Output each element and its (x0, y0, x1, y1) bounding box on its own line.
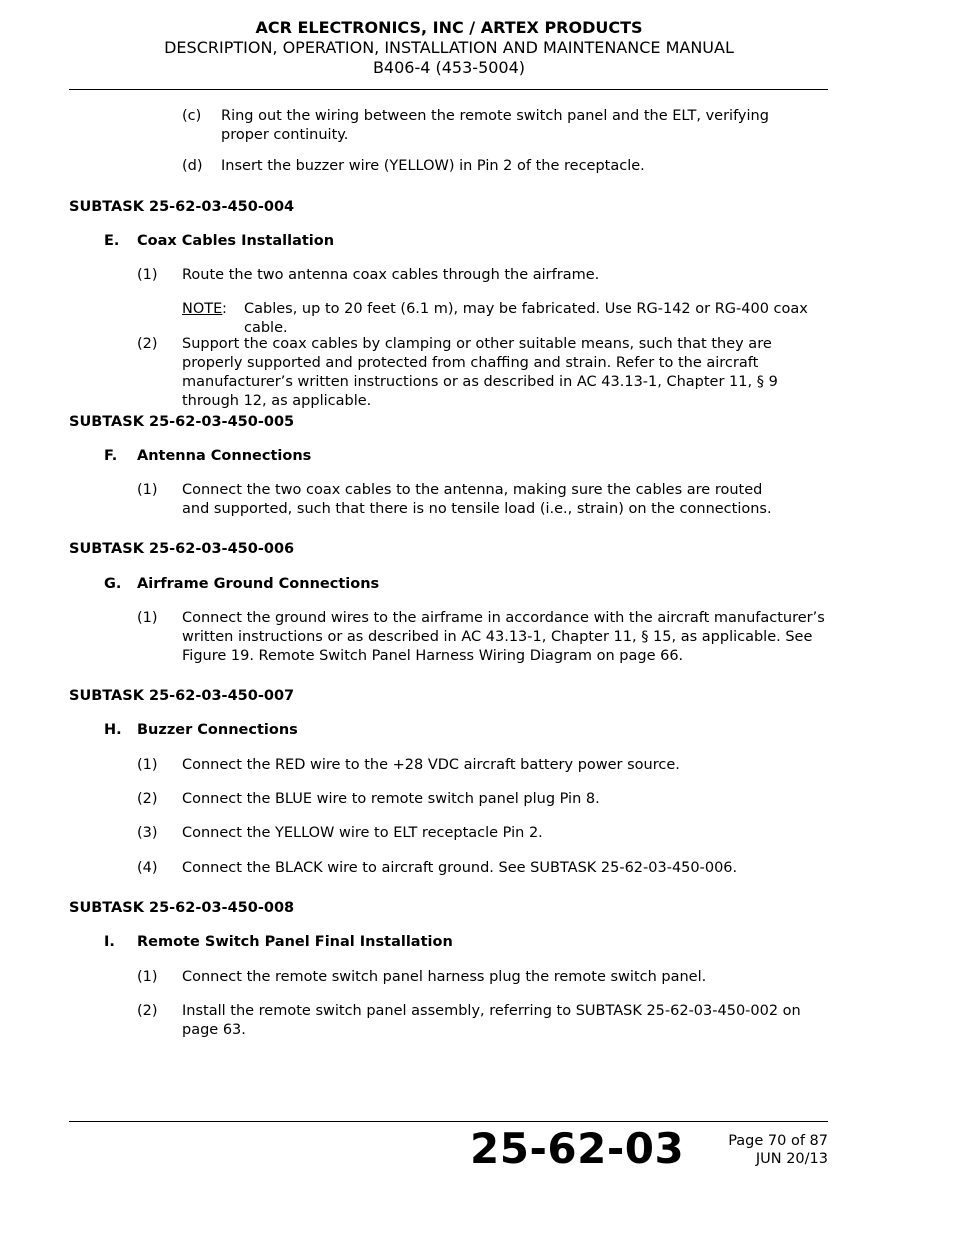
item-text: Connect the BLUE wire to remote switch panel plug Pin 8. (182, 791, 600, 807)
section-title: Coax Cables Installation (137, 233, 335, 249)
item-number: (1) (137, 610, 158, 626)
item-number: (2) (137, 791, 158, 807)
footer-divider (69, 1121, 828, 1122)
item-text: Connect the YELLOW wire to ELT receptacle Pin 2. (182, 825, 543, 841)
item-number: (d) (182, 158, 203, 174)
item-number: (1) (137, 482, 158, 498)
item-text: Connect the two coax cables to the antenna, making sure the cables are routed and supported, such that there is no tensile load (i.e., strain) on the connections. (182, 482, 772, 517)
document-header (0, 18, 898, 78)
section-letter: H. (104, 722, 122, 738)
chapter-code: 25-62-03 (470, 1124, 685, 1173)
item-number: (2) (137, 336, 158, 352)
item-text: Connect the RED wire to the +28 VDC aircraft battery power source. (182, 757, 680, 773)
item-text: Insert the buzzer wire (YELLOW) in Pin 2 of the receptacle. (221, 158, 645, 174)
item-number: (4) (137, 860, 158, 876)
manual-title: DESCRIPTION, OPERATION, INSTALLATION AND MAINTENANCE MANUAL (164, 38, 734, 57)
section-letter: G. (104, 576, 122, 592)
section-heading (104, 576, 379, 592)
section-title: Remote Switch Panel Final Installation (137, 934, 453, 950)
section-title: Airframe Ground Connections (137, 576, 380, 592)
note-label: NOTE (182, 301, 223, 317)
header-divider (69, 89, 828, 90)
item-text: Ring out the wiring between the remote switch panel and the ELT, verifying proper continuity. (221, 108, 769, 143)
section-letter: I. (104, 934, 115, 950)
subtask-heading: SUBTASK 25-62-03-450-006 (69, 541, 295, 557)
note-text: Cables, up to 20 feet (6.1 m), may be fabricated. Use RG-142 or RG-400 coax cable. (244, 301, 808, 336)
subtask-heading: SUBTASK 25-62-03-450-007 (69, 688, 295, 704)
section-title: Buzzer Connections (137, 722, 298, 738)
model-number: B406-4 (453-5004) (372, 58, 526, 77)
revision-date: JUN 20/13 (755, 1151, 828, 1167)
section-title: Antenna Connections (137, 448, 312, 464)
item-number: (1) (137, 757, 158, 773)
item-text: Connect the ground wires to the airframe in accordance with the aircraft manufacturer’s written instructions or as described in AC 43.13-1, Chapter 11, § 15, as applicable. See Figure 19. Remote Switch Panel Harness Wiring Diagram on page 66. (182, 610, 825, 664)
item-number: (c) (182, 108, 202, 124)
item-number: (1) (137, 969, 158, 985)
page-number: Page 70 of 87 (728, 1133, 828, 1149)
section-heading (104, 448, 311, 464)
item-text: Route the two antenna coax cables through the airframe. (182, 267, 600, 283)
section-heading (104, 934, 453, 950)
item-text: Install the remote switch panel assembly, referring to SUBTASK 25-62-03-450-002 on page 63. (182, 1003, 801, 1038)
section-letter: F. (104, 448, 118, 464)
item-text: Support the coax cables by clamping or other suitable means, such that they are properly supported and protected from chaffing and strain. Refer to the aircraft manufacturer’s written instructions or as described in AC 43.13-1, Chapter 11, § 9 through 12, as applicable. (182, 336, 778, 409)
subtask-heading: SUBTASK 25-62-03-450-008 (69, 900, 295, 916)
section-letter: E. (104, 233, 120, 249)
subtask-heading: SUBTASK 25-62-03-450-005 (69, 414, 295, 430)
page-info (728, 1132, 828, 1168)
subtask-heading: SUBTASK 25-62-03-450-004 (69, 199, 295, 215)
section-heading (104, 722, 298, 738)
item-number: (1) (137, 267, 158, 283)
section-heading (104, 233, 334, 249)
item-text: Connect the remote switch panel harness plug the remote switch panel. (182, 969, 707, 985)
item-text: Connect the BLACK wire to aircraft ground. See SUBTASK 25-62-03-450-006. (182, 860, 738, 876)
item-number: (2) (137, 1003, 158, 1019)
company-name: ACR ELECTRONICS, INC / ARTEX PRODUCTS (255, 18, 643, 37)
item-number: (3) (137, 825, 158, 841)
